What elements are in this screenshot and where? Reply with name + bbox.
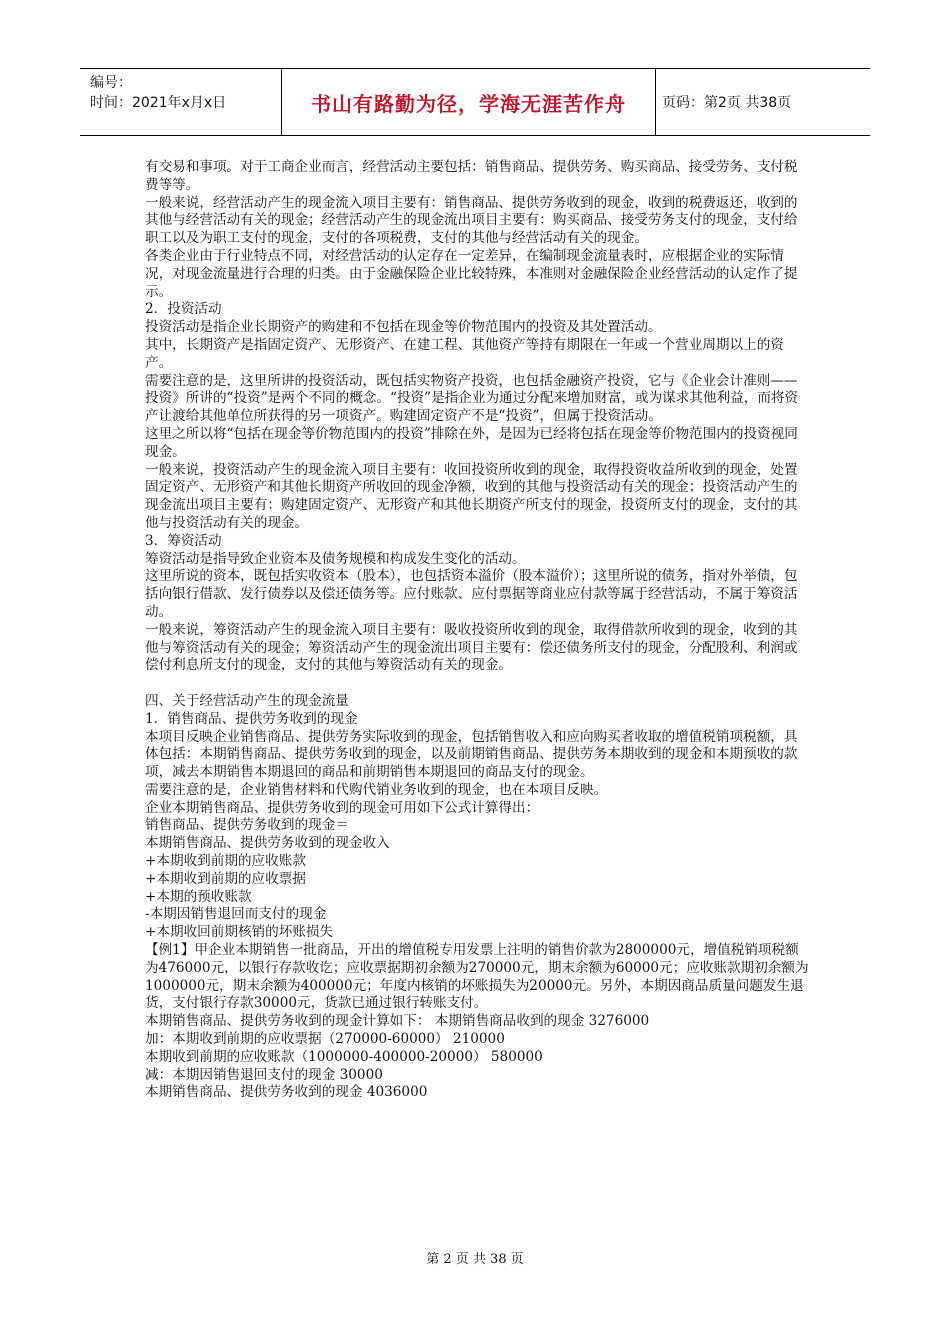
paragraph: 减：本期因销售退回支付的现金 30000 bbox=[145, 1066, 383, 1083]
paragraph: 3．筹资活动 bbox=[145, 532, 222, 549]
paragraph: 企业本期销售商品、提供劳务收到的现金可用如下公式计算得出： bbox=[145, 799, 540, 816]
paragraph: +本期收回前期核销的坏账损失 bbox=[145, 924, 334, 941]
paragraph: +本期收到前期的应收票据 bbox=[145, 870, 306, 887]
doc-code-label: 编号： bbox=[90, 75, 132, 91]
paragraph: 本期销售商品、提供劳务收到的现金收入 bbox=[145, 835, 390, 852]
paragraph: 本项目反映企业销售商品、提供劳务实际收到的现金，包括销售收入和应向购买者收取的增值税销项税额，具体包括：本期销售商品、提供劳务收到的现金，以及前期销售商品、提供劳务本期收到的现金和本期预收的款项，减去本期销售本期退回的商品和前期销售本期退回的商品支付的现金。 bbox=[145, 728, 798, 781]
paragraph: 本期销售商品、提供劳务收到的现金 4036000 bbox=[145, 1084, 428, 1101]
paragraph: 各类企业由于行业特点不同，对经营活动的认定存在一定差异，在编制现金流量表时，应根据企业的实际情况，对现金流量进行合理的归类。由于金融保险企业比较特殊，本准则对金融保险企业经营活动的认定作了提示。 bbox=[145, 247, 798, 300]
paragraph: 这里之所以将“包括在现金等价物范围内的投资”排除在外，是因为已经将包括在现金等价物范围内的投资视同现金。 bbox=[145, 425, 798, 460]
paragraph: 有交易和事项。对于工商企业而言，经营活动主要包括：销售商品、提供劳务、购买商品、接受劳务、支付税费等等。 bbox=[145, 159, 798, 193]
paragraph: 投资活动是指企业长期资产的购建和不包括在现金等价物范围内的投资及其处置活动。 bbox=[145, 319, 662, 336]
paragraph: 加：本期收到前期的应收票据（270000-60000） 210000 bbox=[145, 1031, 505, 1048]
paragraph: 本期销售商品、提供劳务收到的现金计算如下： 本期销售商品收到的现金 3276000 bbox=[145, 1013, 650, 1030]
footer-page-number: 第 2 页 共 38 页 bbox=[426, 1252, 524, 1267]
paragraph: 这里所说的资本，既包括实收资本（股本），也包括资本溢价（股本溢价）；这里所说的债务，指对外举债，包括向银行借款、发行债券以及偿还债务等。应付账款、应付票据等商业应付款等属于经营活动，不属于筹资活动。 bbox=[145, 568, 798, 620]
blank-line bbox=[145, 675, 810, 693]
paragraph: 2．投资活动 bbox=[145, 301, 222, 318]
paragraph: 需要注意的是，这里所讲的投资活动，既包括实物资产投资，也包括金融资产投资，它与《企业会计准则——投资》所讲的“投资”是两个不同的概念。“投资”是指企业为通过分配来增加财富，或为谋求其他利益，而将资产让渡给其他单位所获得的另一项资产。购建固定资产不是“投资”，但属于投资活动。 bbox=[145, 372, 799, 425]
paragraph: 四、关于经营活动产生的现金流量 bbox=[145, 692, 349, 709]
paragraph: 其中，长期资产是指固定资产、无形资产、在建工程、其他资产等持有期限在一年或一个营业周期以上的资产。 bbox=[145, 336, 784, 371]
paragraph: 销售商品、提供劳务收到的现金＝ bbox=[145, 817, 349, 834]
paragraph: -本期因销售退回而支付的现金 bbox=[145, 906, 327, 923]
header-meta bbox=[80, 69, 282, 135]
header-motto-cell bbox=[282, 69, 656, 135]
header-page-label: 页码：第2页 共38页 bbox=[662, 95, 792, 111]
paragraph: 【例1】甲企业本期销售一批商品，开出的增值税专用发票上注明的销售价款为2800000元，增值税销项税额为476000元，以银行存款收讫；应收票据期初余额为270000元，期末余额为60000元；应收账款期初余额为1000000元，期末余额为400000元；年度内核销的坏账损失为20000元。另外，本期因商品质量问题发生退货，支付银行存款30000元，货款已通过银行转账支付。 bbox=[145, 942, 809, 1012]
header-motto: 书山有路勤为径，学海无涯苦作舟 bbox=[311, 91, 626, 116]
paragraph: 一般来说，筹资活动产生的现金流入项目主要有：吸收投资所收到的现金，取得借款所收到的现金，收到的其他与筹资活动有关的现金；筹资活动产生的现金流出项目主要有：偿还债务所支付的现金，分配股利、利润或偿付利息所支付的现金，支付的其他与筹资活动有关的现金。 bbox=[145, 621, 798, 674]
paragraph: +本期的预收账款 bbox=[145, 888, 252, 905]
paragraph: 一般来说，经营活动产生的现金流入项目主要有：销售商品、提供劳务收到的现金，收到的税费返还，收到的其他与经营活动有关的现金；经营活动产生的现金流出项目主要有：购买商品、接受劳务支付的现金，支付给职工以及为职工支付的现金，支付的各项税费，支付的其他与经营活动有关的现金。 bbox=[145, 194, 798, 247]
paragraph: 本期收到前期的应收账款（1000000-400000-20000） 580000 bbox=[145, 1048, 543, 1065]
document-body bbox=[145, 159, 810, 1102]
paragraph: 一般来说，投资活动产生的现金流入项目主要有：收回投资所收到的现金，取得投资收益所收到的现金，处置固定资产、无形资产和其他长期资产所收回的现金净额，收到的其他与投资活动有关的现金；投资活动产生的现金流出项目主要有：购建固定资产、无形资产和其他长期资产所支付的现金，投资所支付的现金，支付的其他与投资活动有关的现金。 bbox=[145, 461, 798, 531]
header-page-cell bbox=[656, 69, 870, 135]
page-header bbox=[80, 68, 870, 136]
paragraph: 筹资活动是指导致企业资本及债务规模和构成发生变化的活动。 bbox=[145, 550, 526, 567]
page-footer bbox=[0, 1248, 950, 1267]
doc-time-label: 时间：2021年x月x日 bbox=[90, 95, 227, 111]
paragraph: 需要注意的是，企业销售材料和代购代销业务收到的现金，也在本项目反映。 bbox=[145, 781, 608, 798]
paragraph: 1．销售商品、提供劳务收到的现金 bbox=[145, 710, 358, 727]
paragraph: +本期收到前期的应收账款 bbox=[145, 853, 306, 870]
